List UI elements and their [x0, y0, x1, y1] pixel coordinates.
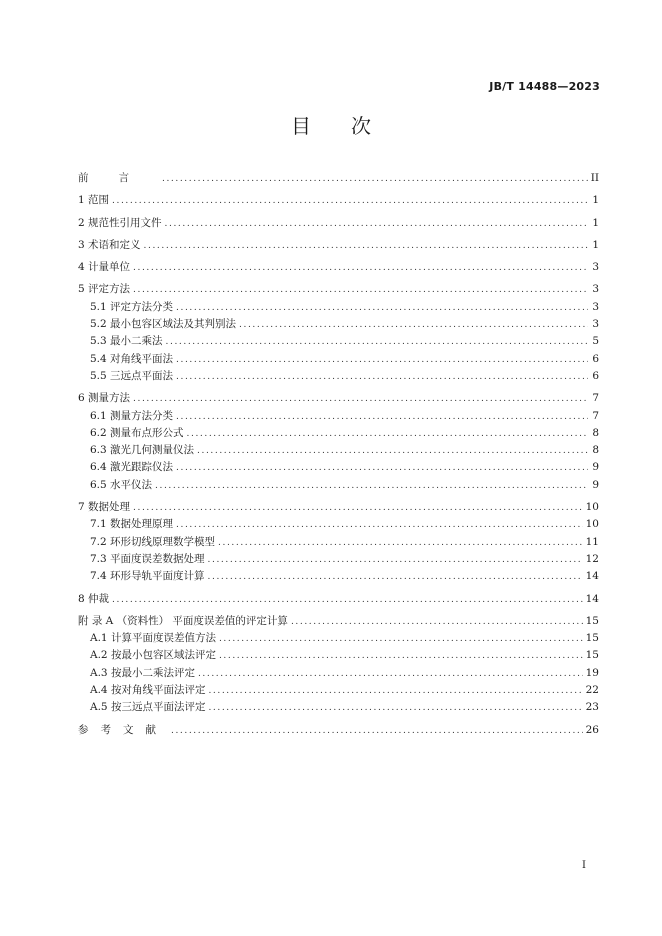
toc-entry-page: 8 — [592, 444, 599, 457]
toc-entry-label: 6 测量方法 — [78, 392, 131, 405]
page-number: I — [582, 860, 586, 871]
toc-subentry[interactable] — [78, 316, 599, 333]
toc-entry-page: 26 — [585, 723, 599, 736]
dot-leader — [166, 334, 588, 351]
toc-entry-label: 6.5 水平仪法 — [90, 478, 153, 491]
toc-entry[interactable] — [78, 390, 599, 407]
toc-entry-label: 附 录 A （资料性） 平面度误差值的评定计算 — [78, 614, 288, 627]
toc-entry-label: 6.2 测量布点形公式 — [90, 426, 184, 439]
toc-entry[interactable] — [78, 215, 599, 232]
toc-entry-page: 15 — [585, 614, 599, 627]
toc-entry-label: 5 评定方法 — [78, 283, 131, 296]
toc-entry-label: 4 计量单位 — [78, 261, 131, 274]
toc-entry-label: 7.2 环形切线原理数学模型 — [90, 535, 216, 548]
toc-entry-label: 7 数据处理 — [78, 501, 131, 514]
toc-entry-label: 5.1 评定方法分类 — [90, 300, 174, 313]
dot-leader — [197, 443, 588, 460]
toc-subentry[interactable] — [78, 647, 599, 664]
dot-leader — [112, 193, 588, 210]
toc-entry[interactable] — [78, 192, 599, 209]
toc-subentry[interactable] — [78, 442, 599, 459]
toc-entry-label: A.4 按对角线平面法评定 — [90, 684, 206, 697]
dot-leader — [208, 552, 583, 569]
dot-leader — [198, 666, 583, 683]
toc-subentry[interactable] — [78, 630, 599, 647]
toc-entry-label: 1 范围 — [78, 194, 110, 207]
toc-entry-page: 15 — [585, 649, 599, 662]
toc-subentry[interactable] — [78, 425, 599, 442]
toc-entry-page: 1 — [592, 238, 599, 251]
dot-leader — [239, 317, 588, 334]
toc-subentry[interactable] — [78, 459, 599, 476]
dot-leader — [218, 535, 583, 552]
toc-entry-page: 10 — [585, 518, 599, 531]
dot-leader — [219, 631, 583, 648]
dot-leader — [133, 391, 588, 408]
toc-entry[interactable] — [78, 259, 599, 276]
toc-entry-page: 3 — [592, 283, 599, 296]
toc-subentry[interactable] — [78, 299, 599, 316]
dot-leader — [176, 369, 588, 386]
toc-entry[interactable] — [78, 170, 599, 187]
toc-entry-label: 5.2 最小包容区域法及其判别法 — [90, 318, 237, 331]
dot-leader — [176, 352, 588, 369]
toc-entry[interactable] — [78, 613, 599, 630]
toc-subentry[interactable] — [78, 333, 599, 350]
dot-leader — [133, 260, 588, 277]
toc-entry-page: 6 — [592, 352, 599, 365]
toc-subentry[interactable] — [78, 568, 599, 585]
dot-leader — [208, 700, 582, 717]
toc-entry-page: 8 — [592, 426, 599, 439]
toc-entry-label: 5.5 三远点平面法 — [90, 369, 174, 382]
dot-leader — [176, 517, 583, 534]
toc-entry-page: 1 — [592, 216, 599, 229]
dot-leader — [162, 171, 588, 188]
toc-entry-page: 9 — [592, 478, 599, 491]
toc-entry-page: 10 — [585, 501, 599, 514]
toc-entry-page: 22 — [585, 684, 599, 697]
dot-leader — [171, 723, 583, 740]
toc-subentry[interactable] — [78, 516, 599, 533]
dot-leader — [112, 592, 583, 609]
toc-entry-label: 前言 — [78, 172, 159, 184]
page-title: 目 次 — [291, 114, 371, 138]
toc-entry-label: 参考文献 — [78, 723, 168, 736]
toc-entry-label: 6.1 测量方法分类 — [90, 409, 174, 422]
dot-leader — [133, 282, 588, 299]
toc-entry-label: 2 规范性引用文件 — [78, 216, 162, 229]
toc-entry-label: 5.3 最小二乘法 — [90, 335, 163, 348]
toc-entry-label: 5.4 对角线平面法 — [90, 352, 174, 365]
toc-entry-page: 3 — [592, 300, 599, 313]
toc-entry-page: 19 — [585, 666, 599, 679]
toc-entry[interactable] — [78, 237, 599, 254]
toc-subentry[interactable] — [78, 551, 599, 568]
toc-entry-page: 6 — [592, 369, 599, 382]
toc-subentry[interactable] — [78, 682, 599, 699]
dot-leader — [165, 216, 588, 233]
toc-entry-page: 3 — [592, 261, 599, 274]
toc-subentry[interactable] — [78, 477, 599, 494]
toc-entry-page: 5 — [592, 335, 599, 348]
dot-leader — [176, 300, 588, 317]
dot-leader — [176, 460, 588, 477]
toc-entry-page: II — [590, 172, 599, 184]
toc-entry[interactable] — [78, 591, 599, 608]
toc-subentry[interactable] — [78, 534, 599, 551]
toc-subentry[interactable] — [78, 368, 599, 385]
toc-entry-label: A.5 按三远点平面法评定 — [90, 701, 206, 714]
toc-subentry[interactable] — [78, 408, 599, 425]
toc-entry-page: 1 — [592, 194, 599, 207]
toc-entry-label: A.2 按最小包容区域法评定 — [90, 649, 216, 662]
table-of-contents — [78, 170, 599, 739]
toc-entry-label: 7.4 环形导轨平面度计算 — [90, 570, 205, 583]
toc-entry[interactable] — [78, 499, 599, 516]
toc-entry-label: 3 术语和定义 — [78, 238, 141, 251]
toc-entry-label: 7.3 平面度误差数据处理 — [90, 552, 205, 565]
toc-entry-page: 11 — [585, 535, 599, 548]
toc-entry-page: 9 — [592, 461, 599, 474]
document-code: JB/T 14488—2023 — [489, 80, 600, 93]
toc-entry-page: 7 — [592, 392, 599, 405]
dot-leader — [219, 648, 583, 665]
toc-entry[interactable] — [78, 281, 599, 298]
dot-leader — [208, 569, 583, 586]
toc-entry-page: 3 — [592, 318, 599, 331]
dot-leader — [133, 500, 583, 517]
toc-entry-page: 14 — [585, 592, 599, 605]
dot-leader — [208, 683, 582, 700]
toc-entry-page: 12 — [585, 552, 599, 565]
dot-leader — [155, 478, 588, 495]
toc-entry-label: 7.1 数据处理原理 — [90, 518, 174, 531]
toc-entry-label: 6.4 激光跟踪仪法 — [90, 461, 174, 474]
toc-entry-page: 23 — [585, 701, 599, 714]
dot-leader — [291, 614, 583, 631]
toc-entry-page: 15 — [585, 632, 599, 645]
toc-entry-page: 14 — [585, 570, 599, 583]
toc-entry-page: 7 — [592, 409, 599, 422]
toc-entry-label: 8 仲裁 — [78, 592, 110, 605]
toc-entry-label: A.3 按最小二乘法评定 — [90, 666, 195, 679]
toc-subentry[interactable] — [78, 699, 599, 716]
toc-subentry[interactable] — [78, 351, 599, 368]
toc-entry[interactable] — [78, 722, 599, 739]
toc-entry-label: A.1 计算平面度误差值方法 — [90, 632, 216, 645]
dot-leader — [144, 238, 588, 255]
dot-leader — [176, 409, 588, 426]
toc-subentry[interactable] — [78, 665, 599, 682]
toc-entry-label: 6.3 激光几何测量仪法 — [90, 444, 195, 457]
dot-leader — [187, 426, 588, 443]
